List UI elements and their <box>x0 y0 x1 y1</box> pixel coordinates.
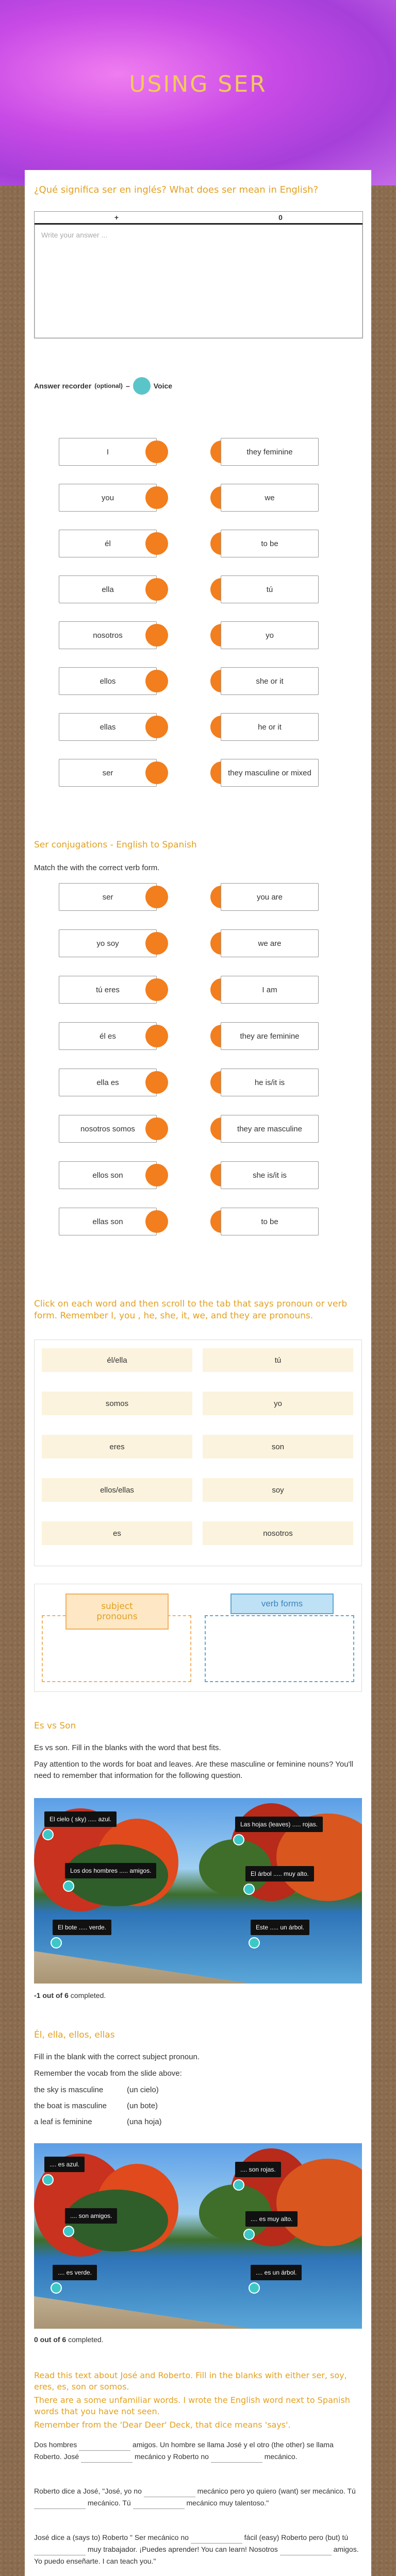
blank-label[interactable]: .... son amigos. <box>65 2208 117 2224</box>
blank-7[interactable] <box>191 2535 242 2544</box>
match1-left-item[interactable]: I <box>59 438 157 466</box>
match2-right-item[interactable]: they are masculine <box>221 1115 319 1143</box>
match2-instruction: Match the with the correct verb form. <box>34 863 160 872</box>
pronouns-score-value: 0 out of 6 <box>34 2335 67 2344</box>
story-reminder: Remember from the 'Dear Deer' Deck, that dice means 'says'. <box>34 2420 291 2430</box>
match1-right-item[interactable]: to be <box>221 530 319 557</box>
blank-label[interactable]: .... son rojas. <box>235 2162 281 2177</box>
story-p2b: mecánico pero yo quiero (want) ser mecánico. Tú <box>197 2487 356 2495</box>
vocab-list <box>34 2084 362 2132</box>
answer-table <box>34 211 363 338</box>
blank-label[interactable]: Este ..... un árbol. <box>251 1920 309 1935</box>
recorder-sep: – <box>125 382 130 390</box>
sort-tile[interactable]: somos <box>42 1392 192 1415</box>
match2-right-item[interactable]: they are feminine <box>221 1022 319 1050</box>
match2-right-item[interactable]: to be <box>221 1208 319 1235</box>
match2-title: Ser conjugations - English to Spanish <box>34 840 197 850</box>
match2-left-item[interactable]: yo soy <box>59 929 157 957</box>
match1-left-item[interactable]: ella <box>59 575 157 603</box>
hotspot-pin-icon[interactable] <box>249 2282 260 2294</box>
story-paragraph-2 <box>34 2485 362 2509</box>
esson-score-suffix: completed. <box>70 1991 106 1999</box>
voice-toggle[interactable] <box>133 377 151 395</box>
match2-left-item[interactable]: ella es <box>59 1069 157 1096</box>
sort-tile[interactable]: yo <box>203 1392 353 1415</box>
blank-1[interactable] <box>79 2442 130 2451</box>
dock-shape <box>34 2282 251 2329</box>
match1-left-item[interactable]: ser <box>59 759 157 787</box>
story-p3a: José dice a (says to) Roberto " Ser mecánico no <box>34 2533 189 2541</box>
vocab-row <box>34 2084 362 2100</box>
blank-label[interactable]: Los dos hombres ..... amigos. <box>65 1863 156 1878</box>
match2-left-item[interactable]: ser <box>59 883 157 911</box>
bucket-verb-forms-ribbon <box>230 1594 334 1614</box>
matching-conjugations <box>25 883 371 1254</box>
vocab-row <box>34 2116 362 2132</box>
bucket-area <box>34 1584 362 1692</box>
sort-tile[interactable]: nosotros <box>203 1521 353 1545</box>
recorder-optional: (optional) <box>94 382 123 389</box>
match1-left-connector[interactable] <box>145 578 168 601</box>
story-p1a: Dos hombres <box>34 2441 77 2449</box>
story-paragraph-3 <box>34 2532 362 2567</box>
hotspot-pin-icon[interactable] <box>42 2174 54 2185</box>
blank-9[interactable] <box>280 2547 332 2555</box>
vocab-word: (un bote) <box>127 2102 158 2110</box>
story-p2d: mecánico muy talentoso." <box>186 2499 269 2507</box>
match1-right-item[interactable]: they feminine <box>221 438 319 466</box>
pronouns-line1: Fill in the blank with the correct subject pronoun. <box>34 2053 200 2061</box>
sort-tile[interactable]: eres <box>42 1435 192 1459</box>
match2-right-item[interactable]: you are <box>221 883 319 911</box>
blank-4[interactable] <box>144 2488 195 2497</box>
blank-3[interactable] <box>211 2454 262 2463</box>
story-note: There are a some unfamiliar words. I wrote the English word next to Spanish words that you have not seen. <box>34 2395 350 2416</box>
match1-left-item[interactable]: you <box>59 484 157 512</box>
esson-score-value: -1 out of 6 <box>34 1991 69 1999</box>
story-p3d: amigos. Yo puedo enseñarte. I can teach you." <box>34 2545 359 2565</box>
story-p1b: amigos. Un hombre se llama José y el otro (the other) se llama Roberto. José <box>34 2441 334 2461</box>
pronouns-score <box>34 2334 104 2345</box>
blank-label[interactable]: El árbol ..... muy alto. <box>245 1866 314 1882</box>
sort-instruction: Click on each word and then scroll to the tab that says pronoun or verb form. Remember I, you , he, she, it, we, and they are pronouns. <box>34 1299 348 1321</box>
hotspot-pin-icon[interactable] <box>51 1937 62 1948</box>
blank-label[interactable]: El cielo ( sky) ..... azul. <box>44 1811 117 1827</box>
sort-tile[interactable]: ellos/ellas <box>42 1478 192 1502</box>
pronouns-title: Él, ella, ellos, ellas <box>34 2030 115 2040</box>
match2-right-item[interactable]: we are <box>221 929 319 957</box>
answer-textarea[interactable]: Write your answer ... <box>35 225 362 338</box>
match1-left-connector[interactable] <box>145 716 168 738</box>
blank-8[interactable] <box>34 2547 86 2555</box>
match1-left-item[interactable]: ellos <box>59 667 157 695</box>
story-p3c: muy trabajador. ¡Puedes aprender! You can learn! Nosotros <box>87 2545 278 2553</box>
matching-pronouns <box>25 438 371 809</box>
tile-area <box>34 1340 362 1566</box>
page-title: USING SER <box>129 71 267 97</box>
match2-right-item[interactable]: she is/it is <box>221 1161 319 1189</box>
sort-tile[interactable]: es <box>42 1521 192 1545</box>
story-p3b: fácil (easy) Roberto pero (but) tú <box>244 2533 349 2541</box>
blank-label[interactable]: .... es un árbol. <box>251 2265 302 2280</box>
hotspot-pin-icon[interactable] <box>233 2179 244 2191</box>
voice-label: Voice <box>153 382 173 390</box>
match1-right-item[interactable]: she or it <box>221 667 319 695</box>
match1-right-item[interactable]: tú <box>221 575 319 603</box>
vocab-phrase: the boat is masculine <box>34 2102 107 2110</box>
blank-label[interactable]: El bote ..... verde. <box>53 1920 111 1935</box>
pronouns-score-suffix: completed. <box>68 2335 104 2344</box>
answer-table-header <box>35 212 362 225</box>
bucket-subject-pronouns-ribbon <box>65 1594 169 1630</box>
match1-right-item[interactable]: we <box>221 484 319 512</box>
vocab-word: (un cielo) <box>127 2086 159 2094</box>
match2-left-connector[interactable] <box>145 932 168 955</box>
story-instruction: Read this text about José and Roberto. Fill in the blanks with either ser, soy, eres, es, son or somos. <box>34 2370 347 2392</box>
answer-recorder <box>34 377 172 395</box>
match1-right-item[interactable]: he or it <box>221 713 319 741</box>
match2-left-connector[interactable] <box>145 1164 168 1187</box>
esson-line2: Pay attention to the words for boat and leaves. Are these masculine or feminine nouns? You'll need to remember that information for the following question. <box>34 1760 354 1780</box>
col-zero: 0 <box>278 213 283 222</box>
story-p2c: mecánico. Tú <box>87 2499 131 2507</box>
match1-right-item[interactable]: yo <box>221 621 319 649</box>
blank-label[interactable]: .... es muy alto. <box>245 2211 298 2227</box>
hotspot-pin-icon[interactable] <box>63 1880 74 1892</box>
vocab-phrase: the sky is masculine <box>34 2086 104 2094</box>
esson-line1: Es vs son. Fill in the blanks with the word that best fits. <box>34 1743 221 1752</box>
match2-left-item[interactable]: nosotros somos <box>59 1115 157 1143</box>
match2-left-connector[interactable] <box>145 1117 168 1140</box>
col-plus: + <box>114 213 119 222</box>
match1-left-item[interactable]: ellas <box>59 713 157 741</box>
match1-right-item[interactable]: they masculine or mixed <box>221 759 319 787</box>
match1-left-connector[interactable] <box>145 440 168 463</box>
match2-left-connector[interactable] <box>145 1071 168 1094</box>
match2-left-item[interactable]: ellas son <box>59 1208 157 1235</box>
esson-score <box>34 1990 106 2001</box>
match2-left-connector[interactable] <box>145 1025 168 1047</box>
vocab-phrase: a leaf is feminine <box>34 2117 92 2126</box>
match1-left-connector[interactable] <box>145 761 168 784</box>
match1-left-connector[interactable] <box>145 624 168 647</box>
bucket-verb-forms[interactable] <box>205 1615 354 1682</box>
match2-left-connector[interactable] <box>145 886 168 908</box>
pronouns-image <box>34 2143 362 2329</box>
blank-label[interactable]: .... es azul. <box>44 2157 85 2172</box>
hotspot-pin-icon[interactable] <box>42 1829 54 1840</box>
recorder-label: Answer recorder <box>34 382 92 390</box>
match1-left-connector[interactable] <box>145 486 168 509</box>
story-p2a: Roberto dice a José, "José, yo no <box>34 2487 142 2495</box>
story-p1c: mecánico y Roberto no <box>134 2452 209 2461</box>
story-paragraph-1 <box>34 2439 362 2463</box>
blank-label[interactable]: .... es verde. <box>53 2265 97 2280</box>
hotspot-pin-icon[interactable] <box>249 1937 260 1948</box>
match2-right-item[interactable]: he is/it is <box>221 1069 319 1096</box>
match2-left-item[interactable]: tú eres <box>59 976 157 1004</box>
hotspot-pin-icon[interactable] <box>233 1834 244 1845</box>
vocab-row <box>34 2100 362 2116</box>
match2-left-connector[interactable] <box>145 978 168 1001</box>
esson-title: Es vs Son <box>34 1721 76 1731</box>
blank-6[interactable] <box>133 2500 185 2509</box>
match1-left-connector[interactable] <box>145 532 168 555</box>
header-banner <box>0 0 396 185</box>
activity-card <box>25 170 371 2576</box>
match1-left-item[interactable]: nosotros <box>59 621 157 649</box>
sort-tile[interactable]: soy <box>203 1478 353 1502</box>
pronouns-line2: Remember the vocab from the slide above: <box>34 2069 182 2078</box>
vocab-word: (una hoja) <box>127 2117 162 2126</box>
sort-tile[interactable]: él/ella <box>42 1348 192 1372</box>
sort-tile[interactable]: tú <box>203 1348 353 1372</box>
match2-left-item[interactable]: él es <box>59 1022 157 1050</box>
hotspot-pin-icon[interactable] <box>243 2229 255 2240</box>
bucket-left-label: subject pronouns <box>96 1601 138 1622</box>
q1-question: ¿Qué significa ser en inglés? What does ser mean in English? <box>34 184 319 195</box>
hotspot-pin-icon[interactable] <box>51 2282 62 2294</box>
match2-right-item[interactable]: I am <box>221 976 319 1004</box>
hotspot-pin-icon[interactable] <box>243 1884 255 1895</box>
story-p1d: mecánico. <box>264 2452 298 2461</box>
blank-label[interactable]: Las hojas (leaves) ..... rojas. <box>235 1817 323 1832</box>
dock-shape <box>34 1937 251 1984</box>
match2-left-item[interactable]: ellos son <box>59 1161 157 1189</box>
bucket-right-label: verb forms <box>261 1599 303 1608</box>
esson-image <box>34 1798 362 1984</box>
hotspot-pin-icon[interactable] <box>63 2226 74 2237</box>
blank-2[interactable] <box>81 2454 133 2463</box>
match2-left-connector[interactable] <box>145 1210 168 1233</box>
match1-left-connector[interactable] <box>145 670 168 692</box>
blank-5[interactable] <box>34 2500 86 2509</box>
match1-left-item[interactable]: él <box>59 530 157 557</box>
sort-tile[interactable]: son <box>203 1435 353 1459</box>
